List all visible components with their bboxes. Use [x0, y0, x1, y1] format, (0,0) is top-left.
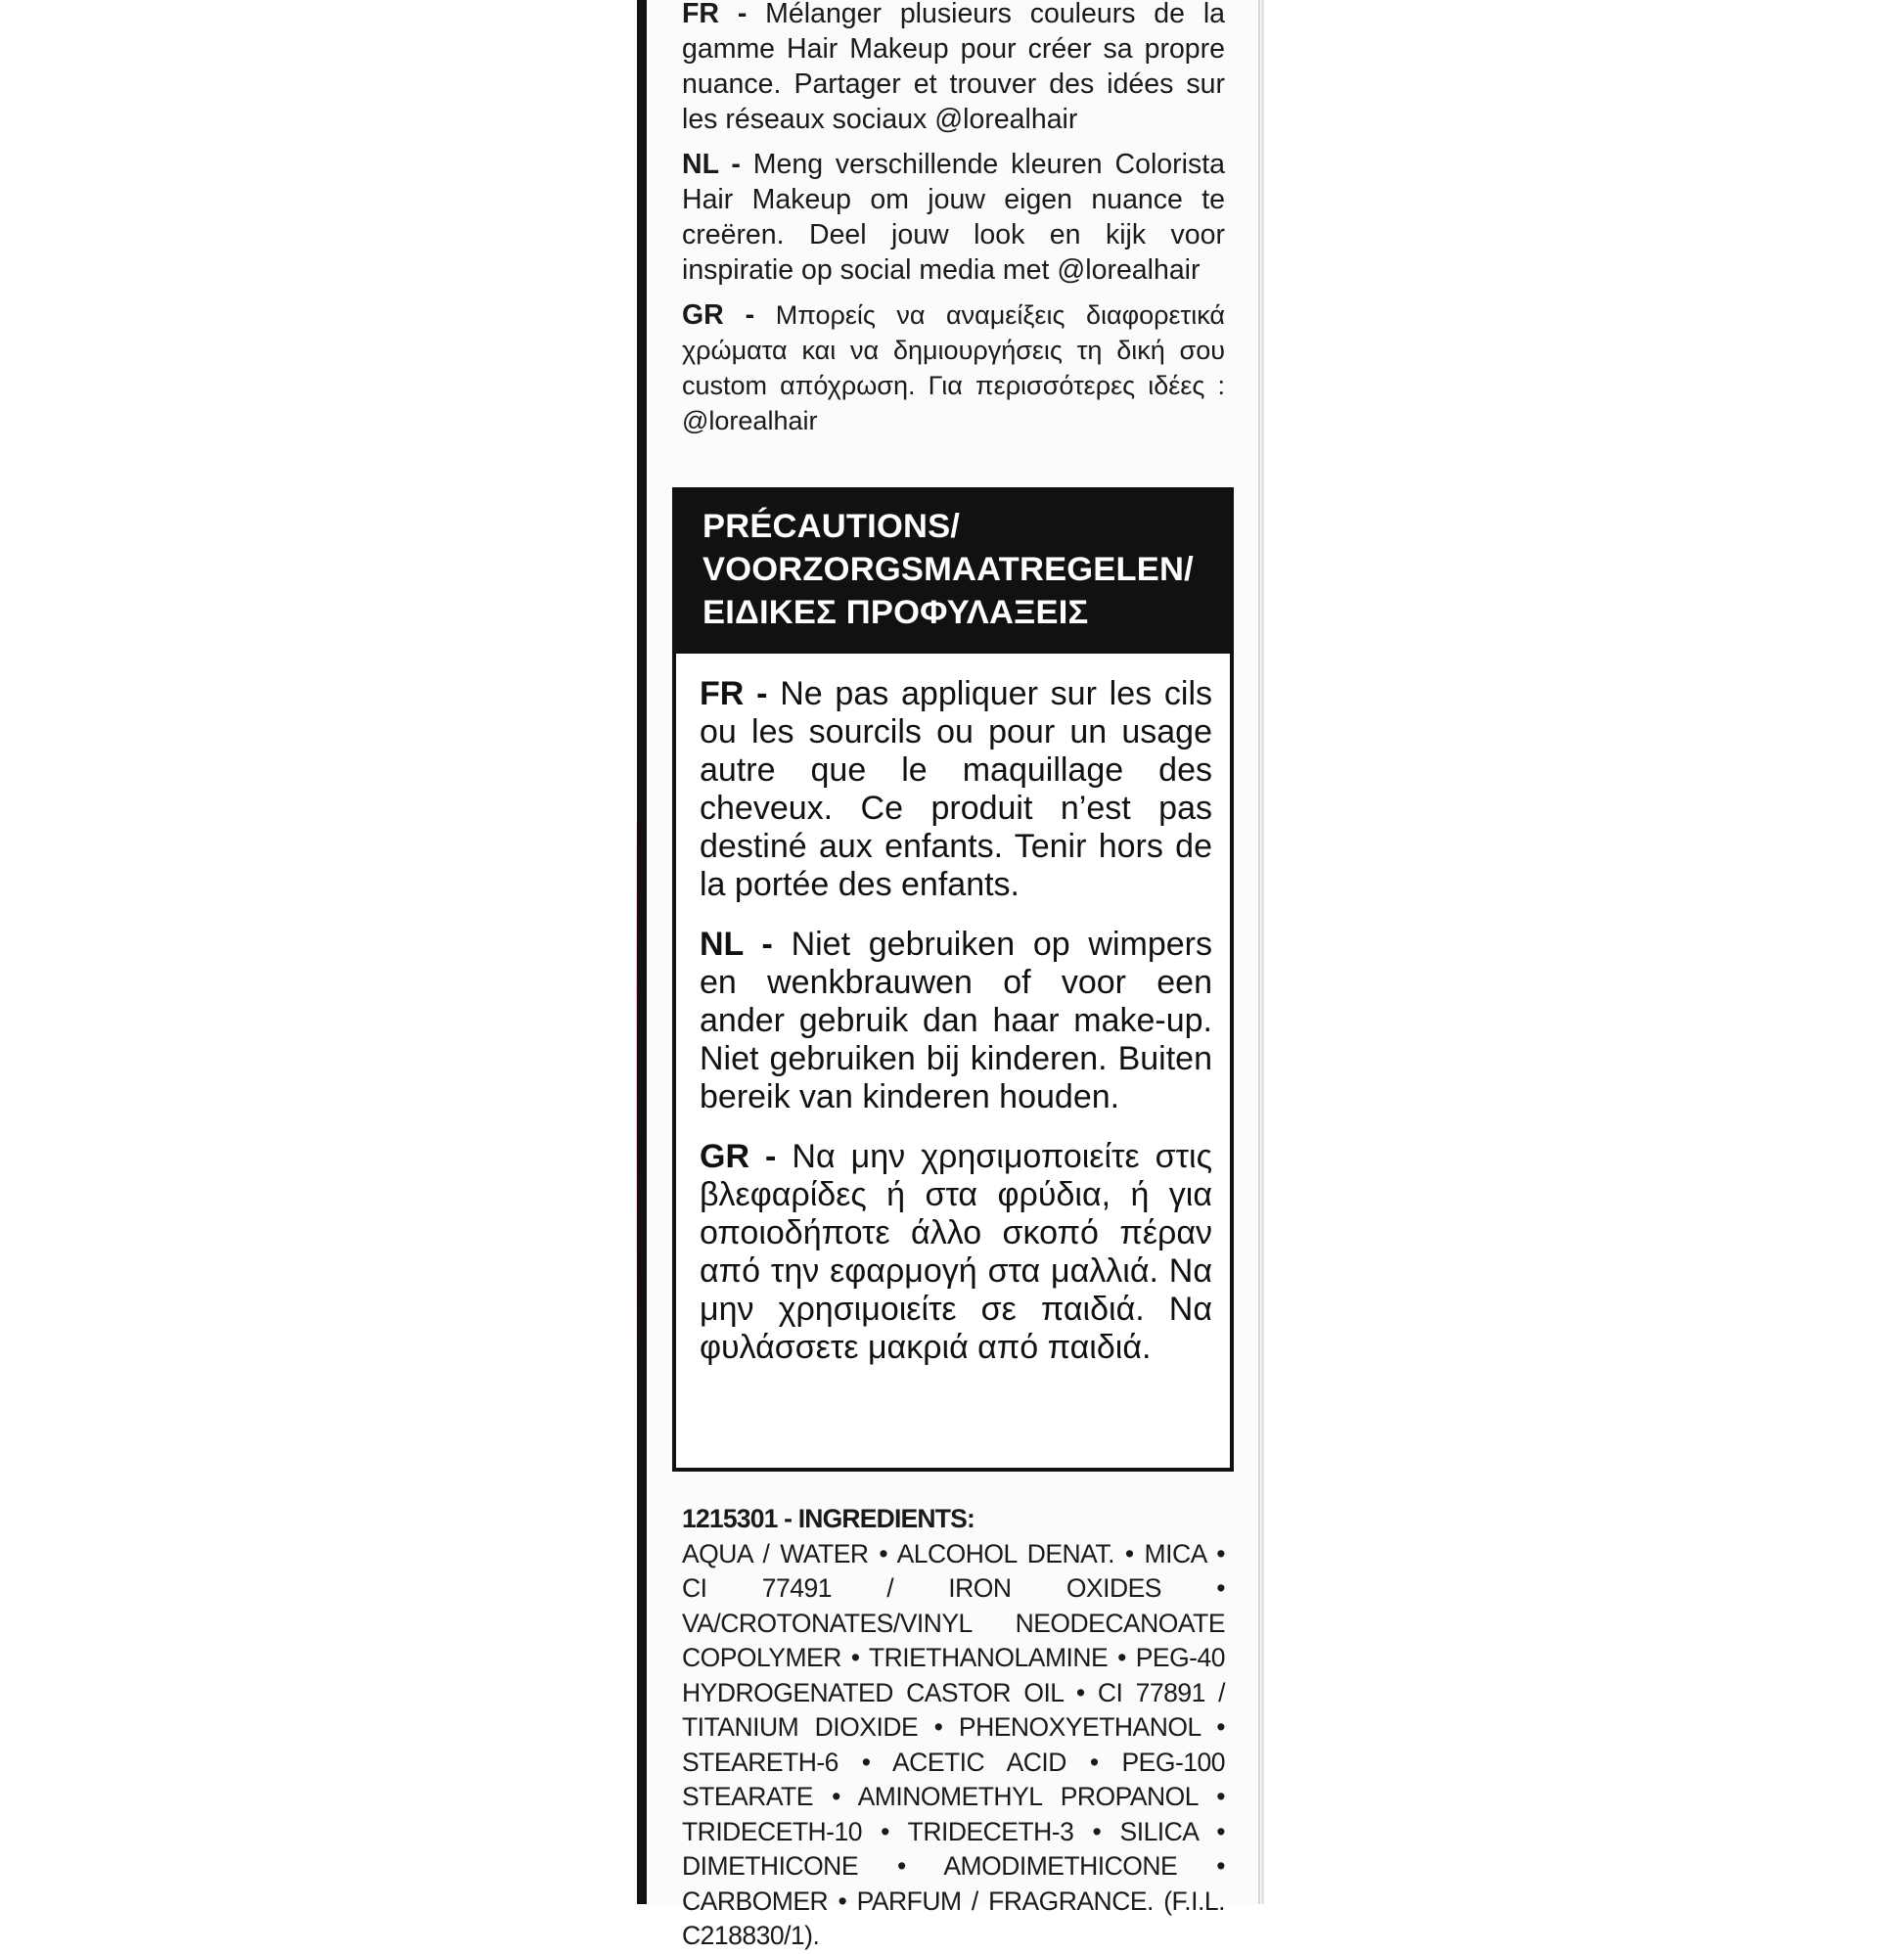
precautions-title-line: PRÉCAUTIONS/ [703, 508, 961, 545]
usage-instructions [682, 0, 1225, 448]
ingredients-title: 1215301 - INGREDIENTS: [682, 1504, 975, 1533]
lang-code: NL - [700, 926, 773, 963]
usage-nl [682, 147, 1225, 288]
precaution-gr [700, 1138, 1212, 1367]
precaution-text: Ne pas appliquer sur les cils ou les sourcils ou pour un usage autre que le maquillage des cheveux. Ce produit n’est pas destiné aux enfants. Tenir hors de la portée des enfants. [700, 675, 1213, 903]
precautions-body [676, 654, 1230, 1367]
usage-gr [682, 297, 1225, 438]
precaution-nl [700, 926, 1212, 1116]
box-edge-black [637, 0, 647, 1904]
precautions-title-line: ΕΙΔΙΚΕΣ ΠΡΟΦΥΛΑΞΕΙΣ [703, 594, 1089, 631]
ingredients-text: AQUA / WATER • ALCOHOL DENAT. • MICA • CI 77491 / IRON OXIDES • VA/CROTONATES/VINYL NEODECANOATE COPOLYMER • TRIETHANOLAMINE • PEG-40 HYDROGENATED CASTOR OIL • CI 77891 / TITANIUM DIOXIDE • PHENOXYETHANOL • STEARETH-6 • ACETIC ACID • PEG-100 STEARATE • AMINOMETHYL PROPANOL • TRIDECETH-10 • TRIDECETH-3 • SILICA • DIMETHICONE • AMODIMETHICONE • CARBOMER • PARFUM / FRAGRANCE. (F.I.L. C218830/1). [682, 1538, 1225, 1950]
precaution-text: Niet gebruiken op wimpers en wenkbrauwen of voor een ander gebruik dan haar make-up. Niet gebruiken bij kinderen. Buiten bereik van kinderen houden. [700, 926, 1213, 1115]
precautions-box [672, 487, 1234, 1472]
usage-text: Mélanger plusieurs couleurs de la gamme Hair Makeup pour créer sa propre nuance. Partager et trouver des idées sur les réseaux sociaux @lorealhair [682, 0, 1225, 135]
precaution-fr [700, 675, 1212, 904]
usage-text: Meng verschillende kleuren Colorista Hair Makeup om jouw eigen nuance te creëren. Deel jouw look en kijk voor inspiratie op social media met @lorealhair [682, 149, 1225, 286]
panel-fold-line [1258, 0, 1260, 1904]
precautions-title-line: VOORZORGSMAATREGELEN/ [703, 551, 1194, 588]
precautions-header [676, 491, 1230, 654]
usage-text: Μπορείς να αναμείξεις διαφορετικά χρώματα και να δημιουργήσεις τη δική σου custom απόχρωση. Για περισσότερες ιδέες : @lorealhair [682, 300, 1225, 435]
usage-fr [682, 0, 1225, 137]
ingredients-list [682, 1502, 1225, 1954]
lang-code: FR - [700, 675, 768, 712]
lang-code: GR - [700, 1138, 777, 1175]
lang-code: GR - [682, 299, 755, 331]
precaution-text: Να μην χρησιμοποιείτε στις βλεφαρίδες ή στα φρύδια, ή για οποιοδήποτε άλλο σκοπό πέραν από την εφαρμογή στα μαλλιά. Να μην χρησιμοιείτε σε παιδιά. Να φυλάσσετε μακριά από παιδιά. [700, 1138, 1212, 1366]
lang-code: FR - [682, 0, 748, 29]
lang-code: NL - [682, 149, 741, 180]
